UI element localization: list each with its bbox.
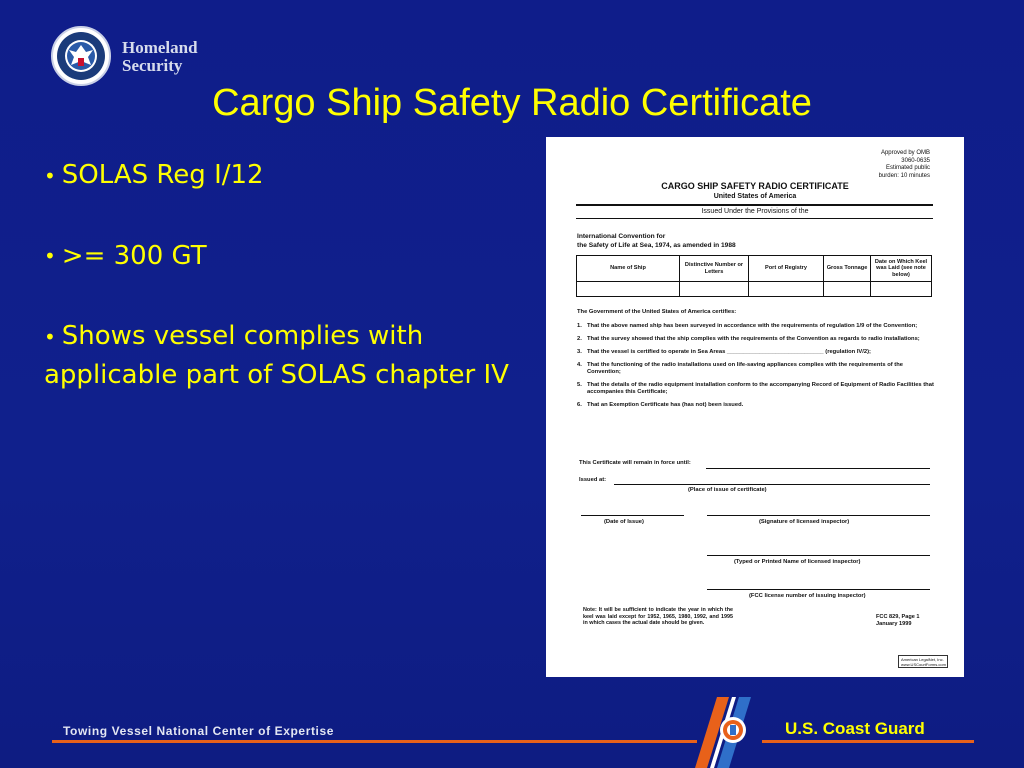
item-number: 5. xyxy=(577,382,582,388)
footer-divider-right xyxy=(762,740,974,743)
table-cell xyxy=(871,282,932,297)
item-number: 6. xyxy=(577,402,582,408)
issued-under: Issued Under the Provisions of the xyxy=(701,208,809,215)
signature-line xyxy=(707,515,930,516)
typed-name-line xyxy=(707,555,930,556)
convention-text xyxy=(577,232,736,250)
certification-items xyxy=(577,323,937,415)
government-certifies: The Government of the United States of America certifies: xyxy=(577,309,737,315)
typed-name-caption: (Typed or Printed Name of licensed inspector) xyxy=(734,559,861,565)
list-item xyxy=(577,323,937,330)
bullet-list xyxy=(44,156,514,436)
signature-caption: (Signature of licensed inspector) xyxy=(759,519,850,525)
fcc-license-line xyxy=(707,589,930,590)
table-header: Date on Which Keel was Laid (see note below) xyxy=(871,256,932,282)
date-line xyxy=(581,515,684,516)
table-cell xyxy=(577,282,680,297)
bullet-item xyxy=(44,237,514,276)
item-text: That the survey showed that the ship complies with the requirements of the Convention as regards to radio installations; xyxy=(587,336,920,342)
bullet-item xyxy=(44,317,514,394)
keel-note xyxy=(583,607,733,627)
omb-line: Approved by OMB xyxy=(880,150,930,156)
dhs-seal-logo xyxy=(51,26,111,86)
date-of-issue-caption: (Date of Issue) xyxy=(604,519,644,525)
stamp-line: American LegalNet, Inc. xyxy=(901,657,944,662)
publisher-stamp xyxy=(898,655,948,668)
item-text: That the functioning of the radio installations used on life-saving appliances complies with the requirements of the Convention; xyxy=(587,362,903,375)
in-force-line xyxy=(706,468,930,469)
homeland-security-wordmark xyxy=(122,39,198,75)
item-text: That the vessel is certified to operate in Sea Areas ______________________________ (regulation IV/2); xyxy=(587,349,871,355)
omb-line: 3060-0635 xyxy=(901,157,930,164)
table-cell xyxy=(749,282,824,297)
list-item xyxy=(577,382,937,396)
table-header: Name of Ship xyxy=(577,256,680,282)
omb-approval-block xyxy=(879,150,930,180)
convention-line: International Convention for xyxy=(577,233,666,240)
table-cell xyxy=(824,282,871,297)
table-header: Port of Registry xyxy=(749,256,824,282)
divider xyxy=(576,204,933,206)
item-number: 3. xyxy=(577,349,582,355)
footer-center-text: Towing Vessel National Center of Expertise xyxy=(63,724,335,738)
omb-line: burden: 10 minutes xyxy=(878,172,930,179)
certificate-title: CARGO SHIP SAFETY RADIO CERTIFICATE xyxy=(661,181,849,191)
bullet-dot-icon: • xyxy=(44,163,56,188)
convention-line: the Safety of Life at Sea, 1974, as amended in 1988 xyxy=(577,242,736,249)
bullet-text: Shows vessel complies with applicable part of SOLAS chapter IV xyxy=(44,321,509,390)
table-cell xyxy=(680,282,749,297)
item-number: 1. xyxy=(577,323,582,329)
slide-title: Cargo Ship Safety Radio Certificate xyxy=(212,82,812,124)
logo-line-1: Homeland xyxy=(122,38,198,57)
bullet-text: >= 300 GT xyxy=(61,240,207,271)
issued-at-label: Issued at: xyxy=(579,477,607,483)
coast-guard-stripe xyxy=(695,697,765,768)
table-header: Gross Tonnage xyxy=(824,256,871,282)
divider xyxy=(576,218,933,219)
list-item xyxy=(577,402,937,409)
note-label: Note: xyxy=(583,607,597,613)
item-text: That the details of the radio equipment installation conform to the accompanying Record of Equipment of Radio Facilities that accompanies this Certificate; xyxy=(587,382,934,395)
form-number xyxy=(876,614,920,628)
note-text: It will be sufficient to indicate the year in which the keel was laid except for 1952, 1965, 1980, 1992, and 1995 in which cases the actual date should be given. xyxy=(583,607,734,627)
bullet-item xyxy=(44,156,514,195)
footer-divider-left xyxy=(52,740,697,743)
list-item xyxy=(577,336,937,343)
stamp-line: www.USCourtForms.com xyxy=(901,662,946,667)
place-of-issue-caption: (Place of issue of certificate) xyxy=(688,487,767,493)
bullet-text: SOLAS Reg I/12 xyxy=(61,160,264,190)
issued-at-line xyxy=(614,484,930,485)
bullet-dot-icon: • xyxy=(44,244,56,268)
item-text: That an Exemption Certificate has (has not) been issued. xyxy=(587,402,744,408)
form-number-line: FCC 829, Page 1 xyxy=(876,614,920,620)
in-force-label: This Certificate will remain in force until: xyxy=(579,460,691,466)
item-number: 4. xyxy=(577,362,582,368)
logo-line-2: Security xyxy=(122,56,183,75)
coast-guard-label: U.S. Coast Guard xyxy=(785,719,925,738)
list-item xyxy=(577,349,937,356)
certificate-subtitle: United States of America xyxy=(713,193,797,200)
item-text: That the above named ship has been surveyed in accordance with the requirements of regulation 1/9 of the Convention; xyxy=(587,323,918,329)
certificate-document-image xyxy=(546,137,964,677)
item-number: 2. xyxy=(577,336,582,342)
table-header: Distinctive Number or Letters xyxy=(680,256,749,282)
fcc-license-caption: (FCC license number of issuing inspector) xyxy=(749,593,866,599)
bullet-dot-icon: • xyxy=(44,324,56,349)
omb-line: Estimated public xyxy=(885,165,930,171)
ship-details-table xyxy=(576,255,932,297)
form-date-line: January 1999 xyxy=(876,621,912,627)
list-item xyxy=(577,362,937,376)
